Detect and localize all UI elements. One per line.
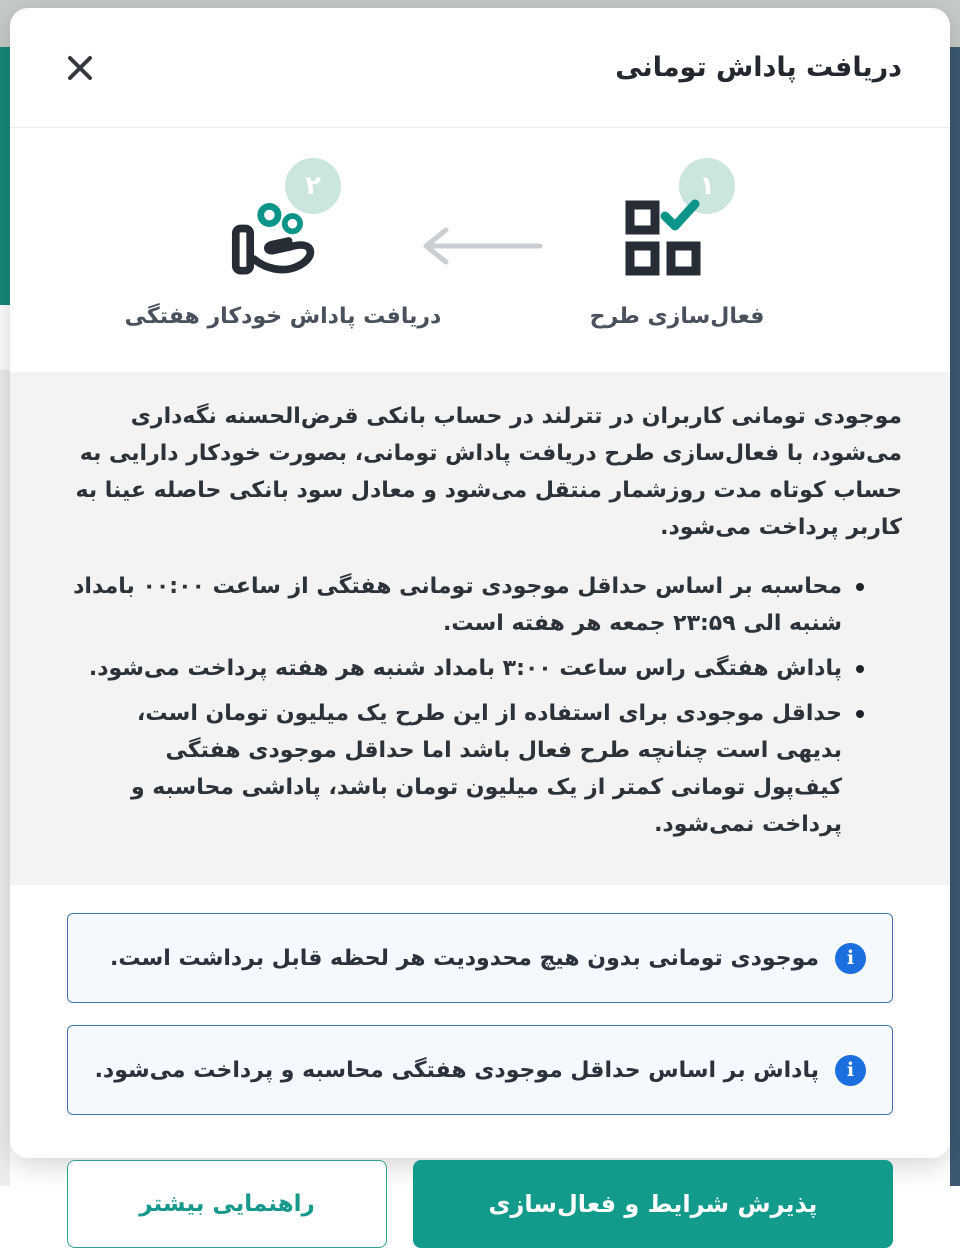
- accept-terms-activate-button[interactable]: پذیرش شرایط و فعال‌سازی: [413, 1160, 893, 1248]
- close-icon: [64, 52, 96, 84]
- modal-title: دریافت پاداش تومانی: [615, 52, 902, 83]
- step-2-label: دریافت پاداش خودکار هفتگی: [124, 304, 442, 329]
- bullet-item: محاسبه بر اساس حداقل موجودی تومانی هفتگی از ساعت ۰۰:۰۰ بامداد شنبه الی ۲۳:۵۹ جمعه هر هفته است.: [70, 568, 864, 642]
- action-buttons: [10, 1115, 950, 1248]
- notice-withdraw-anytime: [67, 913, 893, 1003]
- step-1-badge: ۱: [679, 158, 735, 214]
- bullet-item: پاداش هفتگی راس ساعت ۳:۰۰ بامداد شنبه هر هفته پرداخت می‌شود.: [70, 650, 864, 687]
- background-right-dark-strip: [950, 47, 960, 1186]
- info-icon: i: [835, 943, 866, 974]
- background-left-teal-strip: [0, 47, 10, 305]
- close-button[interactable]: [58, 46, 102, 90]
- hand-coins-icon: [231, 192, 327, 288]
- step-1-label: فعال‌سازی طرح: [589, 304, 765, 329]
- step-2-badge: ۲: [285, 158, 341, 214]
- description-section: [10, 372, 950, 885]
- info-icon: i: [835, 1055, 866, 1086]
- description-paragraph: موجودی تومانی کاربران در تترلند در حساب بانکی قرض‌الحسنه نگه‌داری می‌شود، با فعال‌سازی طرح دریافت پاداش تومانی، بصورت خودکار دارایی به حساب کوتاه مدت روزشمار منتقل می‌شود و معادل سود بانکی حاصله عینا به کاربر پرداخت می‌شود.: [75, 404, 902, 540]
- bullet-item: حداقل موجودی برای استفاده از این طرح یک میلیون تومان است، بدیهی است چنانچه طرح فعال باشد اما حداقل موجودی هفتگی کیف‌پول تومانی کمتر از یک میلیون تومان باشد، پاداشی محاسبه و پرداخت نمی‌شود.: [70, 695, 864, 843]
- notice-text: موجودی تومانی بدون هیچ محدودیت هر لحظه قابل برداشت است.: [109, 945, 819, 971]
- notice-text: پاداش بر اساس حداقل موجودی هفتگی محاسبه و پرداخت می‌شود.: [94, 1057, 819, 1083]
- reward-modal: [10, 8, 950, 1218]
- step-weekly-reward: [124, 158, 442, 329]
- step-activate-plan: [552, 158, 802, 329]
- plan-activation-grid-check-icon: [625, 200, 703, 278]
- background-left-gray-strip: [0, 370, 10, 1186]
- notice-min-balance: [67, 1025, 893, 1115]
- description-bullet-list: [70, 568, 864, 843]
- arrow-left-icon: [414, 224, 546, 268]
- modal-header: [10, 8, 950, 128]
- stepper: [10, 128, 950, 372]
- more-guidance-button[interactable]: راهنمایی بیشتر: [67, 1160, 387, 1248]
- notices: [10, 885, 950, 1115]
